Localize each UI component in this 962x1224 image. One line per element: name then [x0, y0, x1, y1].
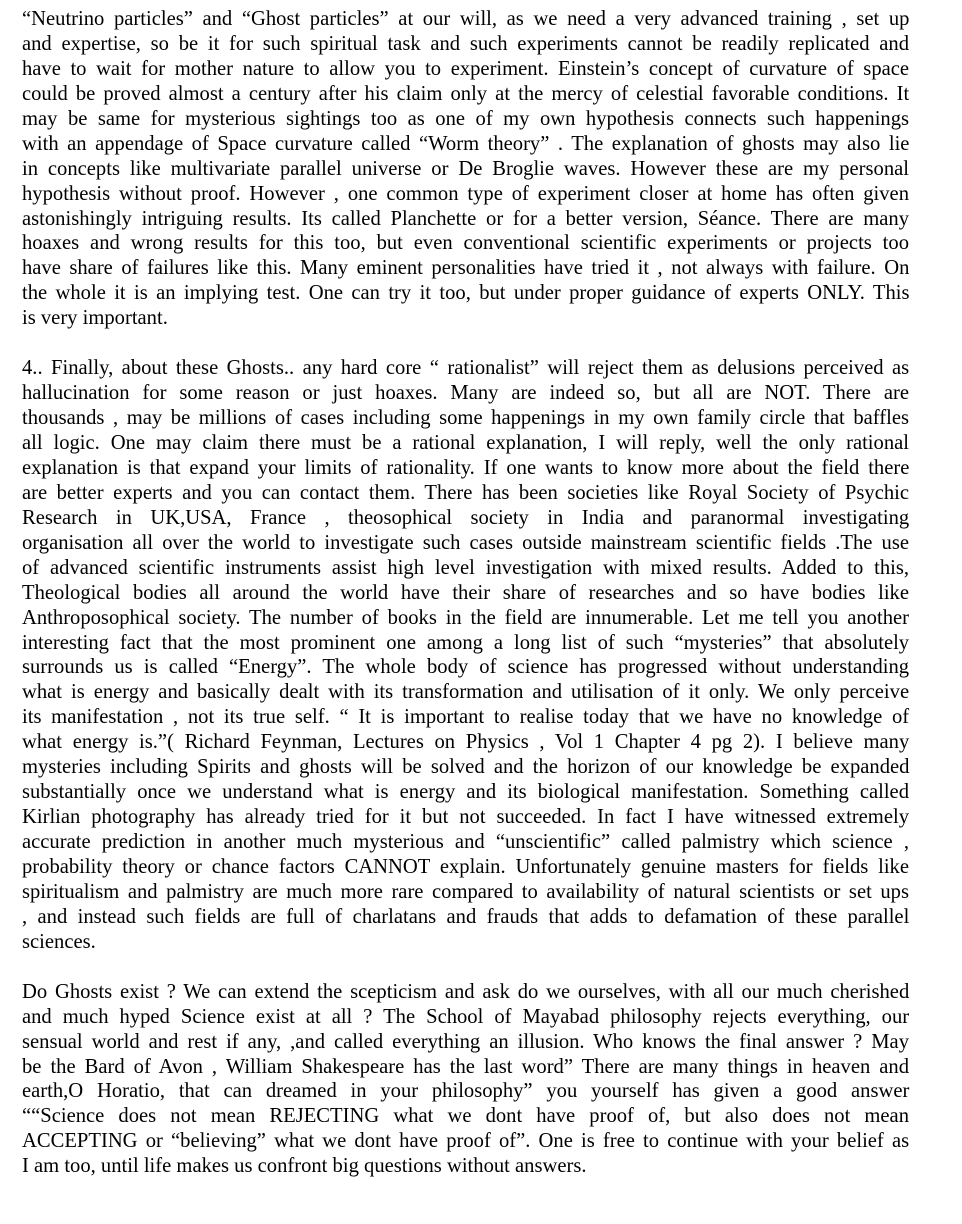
text-line: of advanced scientific instruments assist high level investigation with mixed results. Added to this,: [22, 556, 909, 579]
text-line: I am too, until life makes us confront big questions without answers.: [22, 1155, 587, 1178]
text-line: substantially once we understand what is energy and its biological manifestation. Something called: [22, 781, 909, 804]
text-line: in concepts like multivariate parallel universe or De Broglie waves. However these are my personal: [22, 157, 909, 180]
text-line: all logic. One may claim there must be a rational explanation, I will reply, well the only rational: [22, 432, 909, 454]
text-line: what is energy and basically dealt with its transformation and utilisation of it only. We only perceive: [22, 681, 910, 704]
text-line: organisation all over the world to investigate such cases outside mainstream scientific fields .The use: [22, 531, 909, 554]
text-line: is very important.: [22, 307, 168, 330]
text-line: have to wait for mother nature to allow you to experiment. Einstein’s concept of curvature of space: [22, 57, 910, 80]
text-line: astonishingly intriguing results. Its called Planchette or for a better version, Séance. There are many: [22, 207, 909, 230]
text-line: 4.. Finally, about these Ghosts.. any hard core “ rationalist” will reject them as delusions perceived as: [22, 357, 910, 380]
text-line: have share of failures like this. Many eminent personalities have tried it , not always with failure. On: [22, 257, 910, 280]
text-line: with an appendage of Space curvature called “Worm theory” . The explanation of ghosts may also lie: [22, 132, 910, 155]
text-line: explanation is that expand your limits of rationality. If one wants to know more about the field there: [22, 456, 910, 479]
text-line: spiritualism and palmistry are much more rare compared to availability of natural scientists or set ups: [22, 880, 909, 903]
text-line: are better experts and you can contact them. There has been societies like Royal Society of Psychic: [22, 481, 909, 504]
document-page: [22, 7, 909, 1179]
text-line: what energy is.”( Richard Feynman, Lectures on Physics , Vol 1 Chapter 4 pg 2). I believe many: [22, 731, 910, 754]
text-line: and expertise, so be it for such spiritual task and such experiments cannot be readily replicated and: [22, 32, 909, 55]
text-line: ACCEPTING or “believing” what we dont have proof of”. One is free to continue with your belief as: [22, 1130, 910, 1153]
text-line: accurate prediction in another much mysterious and “unscientific” called palmistry which science ,: [22, 831, 909, 853]
text-line: sciences.: [22, 930, 96, 953]
text-line: may be same for mysterious sightings too as one of my own hypothesis connects such happenings: [22, 107, 910, 130]
paragraph-do-ghosts-exist: [22, 980, 909, 1180]
text-line: Kirlian photography has already tried for it but not succeeded. In fact I have witnessed extremely: [22, 806, 909, 829]
text-line: its manifestation , not its true self. “ It is important to realise today that we have no knowledge of: [22, 706, 910, 729]
text-line: be the Bard of Avon , William Shakespeare has the last word” There are many things in heaven and: [22, 1055, 909, 1078]
text-line: Anthroposophical society. The number of books in the field are innumerable. Let me tell you another: [22, 606, 909, 629]
text-line: could be proved almost a century after his claim only at the mercy of celestial favorable conditions. It: [22, 82, 910, 105]
text-line: surrounds us is called “Energy”. The whole body of science has progressed without understanding: [22, 656, 910, 679]
text-line: hoaxes and wrong results for this too, but even conventional scientific experiments or projects too: [22, 232, 909, 255]
text-line: and much hyped Science exist at all ? The School of Mayabad philosophy rejects everything, our: [22, 1005, 910, 1028]
text-line: thousands , may be millions of cases including some happenings in my own family circle that baffles: [22, 407, 909, 430]
text-line: Theological bodies all around the world have their share of researches and so have bodies like: [22, 581, 909, 604]
text-line: “Neutrino particles” and “Ghost particles” at our will, as we need a very advanced training , set up: [22, 8, 910, 30]
text-line: earth,O Horatio, that can dreamed in your philosophy” you yourself has given a good answer: [22, 1080, 910, 1103]
paragraph-spacer: [22, 955, 909, 980]
paragraph-planchette-hypothesis: [22, 7, 909, 331]
text-line: hypothesis without proof. However , one common type of experiment closer at home has often given: [22, 182, 909, 205]
text-line: probability theory or chance factors CANNOT explain. Unfortunately genuine masters for fields like: [22, 855, 909, 878]
paragraph-spacer: [22, 331, 909, 356]
text-line: sensual world and rest if any, ,and called everything an illusion. Who knows the final answer ? May: [22, 1030, 909, 1053]
text-line: ““Science does not mean REJECTING what we dont have proof of, but also does not mean: [22, 1105, 909, 1128]
text-line: Do Ghosts exist ? We can extend the scepticism and ask do we ourselves, with all our much cherished: [22, 980, 910, 1003]
text-line: the whole it is an implying test. One can try it too, but under proper guidance of experts ONLY. This: [22, 282, 910, 305]
text-line: Research in UK,USA, France , theosophical society in India and paranormal investigating: [22, 506, 910, 529]
text-line: hallucination for some reason or just hoaxes. Many are indeed so, but all are NOT. There are: [22, 382, 909, 405]
text-line: mysteries including Spirits and ghosts will be solved and the horizon of our knowledge be expanded: [22, 756, 910, 779]
text-line: , and instead such fields are full of charlatans and frauds that adds to defamation of these parallel: [22, 905, 910, 928]
text-line: interesting fact that the most prominent one among a long list of such “mysteries” that absolutely: [22, 631, 910, 654]
paragraph-ghosts-rationalism: [22, 356, 909, 955]
